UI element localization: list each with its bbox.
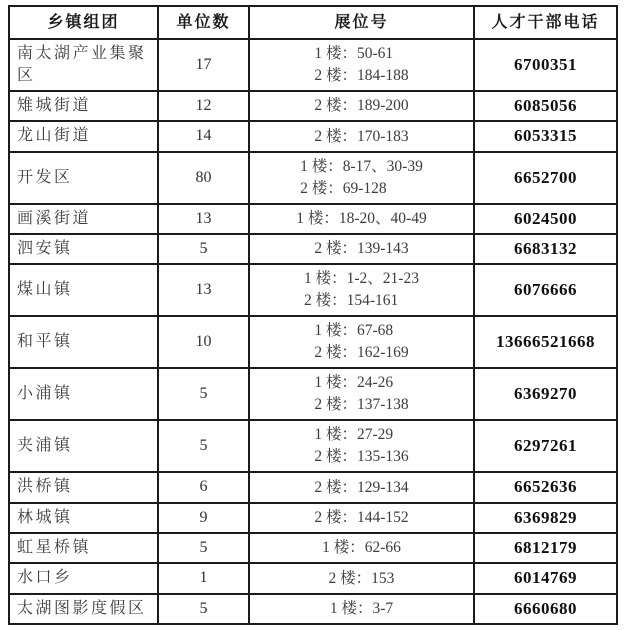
town-cell: 泗安镇 xyxy=(9,234,158,264)
table-row xyxy=(9,472,617,502)
booth-line: 2 楼：170-183 xyxy=(314,127,409,145)
units-cell: 80 xyxy=(158,152,249,204)
booths-cell xyxy=(249,472,474,502)
town-cell: 水口乡 xyxy=(9,563,158,593)
units-cell: 1 xyxy=(158,563,249,593)
booths-cell xyxy=(249,503,474,533)
town-cell: 画溪街道 xyxy=(9,204,158,234)
town-cell: 夹浦镇 xyxy=(9,420,158,472)
booths-cell xyxy=(249,420,474,472)
units-cell: 13 xyxy=(158,204,249,234)
booth-line: 2 楼：69-128 xyxy=(300,179,387,197)
booth-line: 1 楼：27-29 xyxy=(314,426,394,444)
units-cell: 5 xyxy=(158,234,249,264)
units-cell: 5 xyxy=(158,420,249,472)
booths-cell xyxy=(249,264,474,316)
phone-cell: 6369270 xyxy=(474,368,617,420)
table-row xyxy=(9,264,617,316)
table-body xyxy=(9,39,617,624)
booth-directory xyxy=(8,5,618,625)
booth-line: 1 楼：50-61 xyxy=(314,45,394,62)
phone-cell: 6700351 xyxy=(474,39,617,91)
phone-cell: 6085056 xyxy=(474,91,617,121)
booth-line: 2 楼：135-136 xyxy=(314,448,409,466)
booth-line: 2 楼：154-161 xyxy=(304,292,399,310)
town-cell: 和平镇 xyxy=(9,316,158,368)
booths-cell xyxy=(249,563,474,593)
booth-line: 1 楼：24-26 xyxy=(314,374,394,392)
booths-cell xyxy=(249,368,474,420)
town-cell: 龙山街道 xyxy=(9,121,158,151)
units-cell: 13 xyxy=(158,264,249,316)
phone-cell: 6652636 xyxy=(474,472,617,502)
town-cell: 虹星桥镇 xyxy=(9,533,158,563)
table-row xyxy=(9,316,617,368)
town-cell: 煤山镇 xyxy=(9,264,158,316)
booth-line: 2 楼：129-134 xyxy=(314,478,409,496)
booths-cell xyxy=(249,152,474,204)
phone-cell: 6024500 xyxy=(474,204,617,234)
booth-line: 1 楼：8-17、30-39 xyxy=(300,157,423,175)
booths-cell xyxy=(249,121,474,151)
booth-line: 2 楼：144-152 xyxy=(314,508,409,526)
table-row xyxy=(9,533,617,563)
booths-cell xyxy=(249,204,474,234)
booth-line: 2 楼：153 xyxy=(328,569,395,587)
booth-line: 2 楼：184-188 xyxy=(314,67,409,84)
booth-line: 2 楼：189-200 xyxy=(314,97,409,115)
units-cell: 5 xyxy=(158,533,249,563)
booth-line: 1 楼：62-66 xyxy=(322,539,401,557)
town-cell: 洪桥镇 xyxy=(9,472,158,502)
town-cell: 太湖图影度假区 xyxy=(9,594,158,624)
phone-cell: 6369829 xyxy=(474,503,617,533)
units-cell: 5 xyxy=(158,594,249,624)
phone-cell: 6297261 xyxy=(474,420,617,472)
table-row xyxy=(9,563,617,593)
booth-line: 1 楼：67-68 xyxy=(314,322,394,340)
booth-line: 2 楼：139-143 xyxy=(314,240,409,258)
header-town: 乡镇组团 xyxy=(9,6,158,39)
booths-cell xyxy=(249,39,474,91)
booths-cell xyxy=(249,533,474,563)
table-row xyxy=(9,234,617,264)
town-cell: 雉城街道 xyxy=(9,91,158,121)
booths-cell xyxy=(249,594,474,624)
booths-cell xyxy=(249,234,474,264)
table-row xyxy=(9,152,617,204)
units-cell: 10 xyxy=(158,316,249,368)
table-row xyxy=(9,39,617,91)
header-booths: 展位号 xyxy=(249,6,474,39)
units-cell: 6 xyxy=(158,472,249,502)
phone-cell: 6014769 xyxy=(474,563,617,593)
phone-cell: 6652700 xyxy=(474,152,617,204)
booth-line: 2 楼：137-138 xyxy=(314,396,409,414)
table-row xyxy=(9,594,617,624)
header-row xyxy=(9,6,617,39)
booths-cell xyxy=(249,316,474,368)
booth-line: 2 楼：162-169 xyxy=(314,344,409,362)
table-row xyxy=(9,503,617,533)
units-cell: 9 xyxy=(158,503,249,533)
phone-cell: 6076666 xyxy=(474,264,617,316)
booths-cell xyxy=(249,91,474,121)
units-cell: 14 xyxy=(158,121,249,151)
units-cell: 12 xyxy=(158,91,249,121)
phone-cell: 6812179 xyxy=(474,533,617,563)
phone-cell: 13666521668 xyxy=(474,316,617,368)
booth-line: 1 楼：3-7 xyxy=(329,599,394,617)
units-cell: 5 xyxy=(158,368,249,420)
phone-cell: 6683132 xyxy=(474,234,617,264)
booth-line: 1 楼：18-20、40-49 xyxy=(296,209,427,227)
units-cell: 17 xyxy=(158,39,249,91)
booth-line: 1 楼：1-2、21-23 xyxy=(304,270,419,288)
table-row xyxy=(9,368,617,420)
table-row xyxy=(9,91,617,121)
table-row xyxy=(9,121,617,151)
town-cell: 林城镇 xyxy=(9,503,158,533)
town-cell: 小浦镇 xyxy=(9,368,158,420)
booth-directory-table xyxy=(8,5,618,625)
phone-cell: 6660680 xyxy=(474,594,617,624)
header-phone: 人才干部电话 xyxy=(474,6,617,39)
table-row xyxy=(9,204,617,234)
town-cell: 南太湖产业集聚区 xyxy=(9,39,158,91)
header-units: 单位数 xyxy=(158,6,249,39)
phone-cell: 6053315 xyxy=(474,121,617,151)
town-cell: 开发区 xyxy=(9,152,158,204)
table-row xyxy=(9,420,617,472)
